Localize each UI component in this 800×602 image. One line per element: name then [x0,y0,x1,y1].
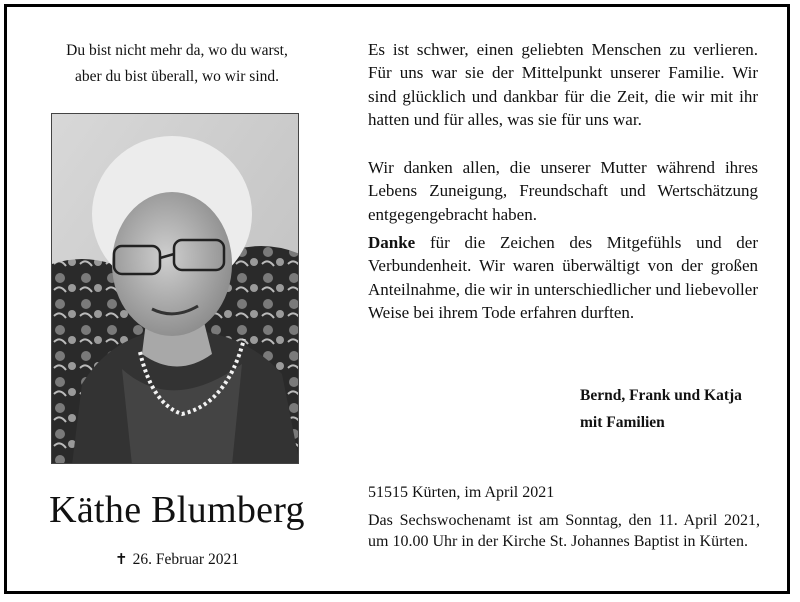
portrait-photo [51,113,299,464]
paragraph-3-text: für die Zeichen des Mitgefühls und der Verbundenheit. Wir waren überwältigt von der großen Anteilnahme, die wir in unterschiedlicher und liebevoller Weise bei ihrem Tode erfahren durften. [368,233,758,323]
portrait-photo-icon [52,114,299,464]
place-date: 51515 Kürten, im April 2021 [368,484,555,501]
epigraph-line-2: aber du bist überall, wo wir sind. [74,68,280,85]
deceased-name: Käthe Blumberg [49,489,305,531]
paragraph-1: Es ist schwer, einen geliebten Menschen zu verlieren. Für uns war sie der Mittelpunkt unserer Familie. Wir sind glücklich und dankbar für die Zeit, die wir mit ihr hatten und für alles, was sie für uns war. [368,40,758,130]
paragraph-2: Wir danken allen, die unserer Mutter während ihres Lebens Zuneigung, Freundschaft und Wertschätzung entgegengebracht haben. [368,158,758,224]
epigraph [22,38,332,90]
signature-line-2: mit Familien [580,414,665,431]
epigraph-line-1: Du bist nicht mehr da, wo du warst, [66,42,288,59]
death-date-line [22,548,332,571]
signature [580,382,780,436]
signature-line-1: Bernd, Frank und Katja [580,387,742,404]
paragraph-3 [368,231,758,325]
death-date: 26. Februar 2021 [132,551,239,568]
service-notice: Das Sechswochenamt ist am Sonntag, den 11. April 2021, um 10.00 Uhr in der Kirche St. Johannes Baptist in Kürten. [368,512,760,550]
thanks-word: Danke [368,233,416,252]
cross-icon: ✝ [115,550,128,568]
